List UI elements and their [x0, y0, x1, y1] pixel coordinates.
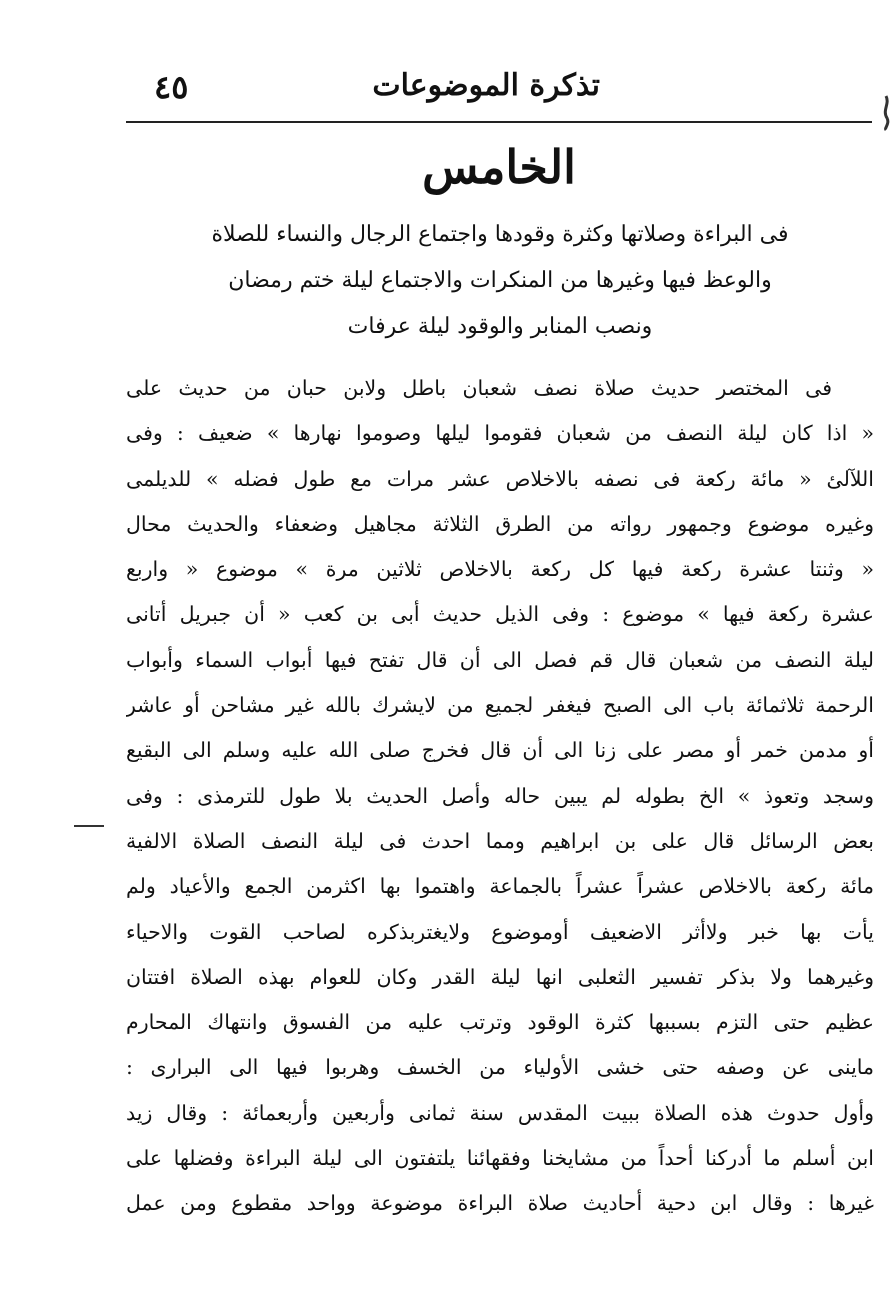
text-line: عشرة ركعة فيها » موضوع : وفى الذيل حديث أبى بن كعب « أن جبريل أتانى — [126, 602, 874, 627]
text-line: ليلة النصف من شعبان قال قم فصل الى أن قال تفتح فيها أبواب السماء وأبواب — [126, 647, 874, 672]
text-line: اللآلئ « مائة ركعة فى نصفه بالاخلاص عشر مرات مع طول فضله » للديلمى — [126, 466, 874, 491]
running-title: تذكرة الموضوعات — [372, 68, 600, 103]
page-number: ٤٥ — [154, 68, 189, 106]
text-line: وسجد وتعوذ » الخ بطوله لم يبين حاله وأصل الحديث بلا طول للترمذى : وفى — [126, 783, 874, 808]
text-line: أو مدمن خمر أو مصر على زنا الى أن قال فخرج صلى الله عليه وسلم الى البقيع — [126, 738, 874, 763]
chapter-subtitle — [170, 212, 830, 350]
edge-mark — [878, 92, 892, 132]
text-line: وأول حدوث هذه الصلاة ببيت المقدس سنة ثمانى وأربعين وأربعمائة : وقال زيد — [126, 1100, 874, 1125]
text-line: غيرها : وقال ابن دحية أحاديث صلاة البراءة موضوعة وواحد مقطوع ومن عمل — [126, 1191, 874, 1216]
text-line: عظيم حتى التزم بسببها كثرة الوقود وترتب عليه من الفسوق وانتهاك المحارم — [126, 1010, 874, 1035]
text-line: ماينى عن وصفه حتى خشى الأولياء من الخسف وهربوا فيها الى البرارى : — [126, 1055, 874, 1080]
text-line: الرحمة ثلاثمائة باب الى الصبح فيغفر لجميع من لايشرك بالله غير مشاحن أو عاشر — [126, 693, 874, 718]
text-line: وغيره موضوع وجمهور رواته من الطرق الثلاثة مجاهيل وضعفاء والحديث محال — [126, 511, 874, 536]
margin-dash-mark — [70, 820, 110, 832]
text-line: مائة ركعة بالاخلاص عشراً عشراً بالجماعة واهتموا بها اكثرمن الجمع والأعياد ولم — [126, 874, 874, 899]
subtitle-line: فى البراءة وصلاتها وكثرة وقودها واجتماع الرجال والنساء للصلاة — [211, 222, 789, 247]
text-line: فى المختصر حديث صلاة نصف شعبان باطل ولابن حبان من حديث على — [126, 376, 832, 400]
subtitle-line: ونصب المنابر والوقود ليلة عرفات — [347, 314, 653, 339]
text-line: يأت بها خبر ولاأثر الاضعيف أوموضوع ولايغتربذكره لصاحب القوت والاحياء — [126, 919, 874, 944]
text-line: بعض الرسائل قال على بن ابراهيم ومما احدث فى ليلة النصف الصلاة الالفية — [126, 828, 874, 853]
subtitle-line: والوعظ فيها وغيرها من المنكرات والاجتماع ليلة ختم رمضان — [228, 268, 772, 293]
text-line: ابن أسلم ما أدركنا أحداً من مشايخنا وفقهائنا يلتفتون الى ليلة البراءة وفضلها على — [126, 1146, 874, 1171]
text-line: « وثنتا عشرة ركعة فيها كل ركعة بالاخلاص ثلاثين مرة » موضوع « واربع — [126, 557, 874, 582]
header-rule — [126, 121, 872, 123]
text-line: « اذا كان ليلة النصف من شعبان فقوموا ليلها وصوموا نهارها » ضعيف : وفى — [126, 421, 874, 446]
chapter-title: الخامس — [422, 140, 576, 194]
page-header — [126, 66, 870, 116]
text-line: وغيرهما ولا بذكر تفسير الثعلبى انها ليلة القدر وكان للعوام بهذه الصلاة افتتان — [126, 964, 874, 989]
body-text — [126, 366, 874, 1227]
